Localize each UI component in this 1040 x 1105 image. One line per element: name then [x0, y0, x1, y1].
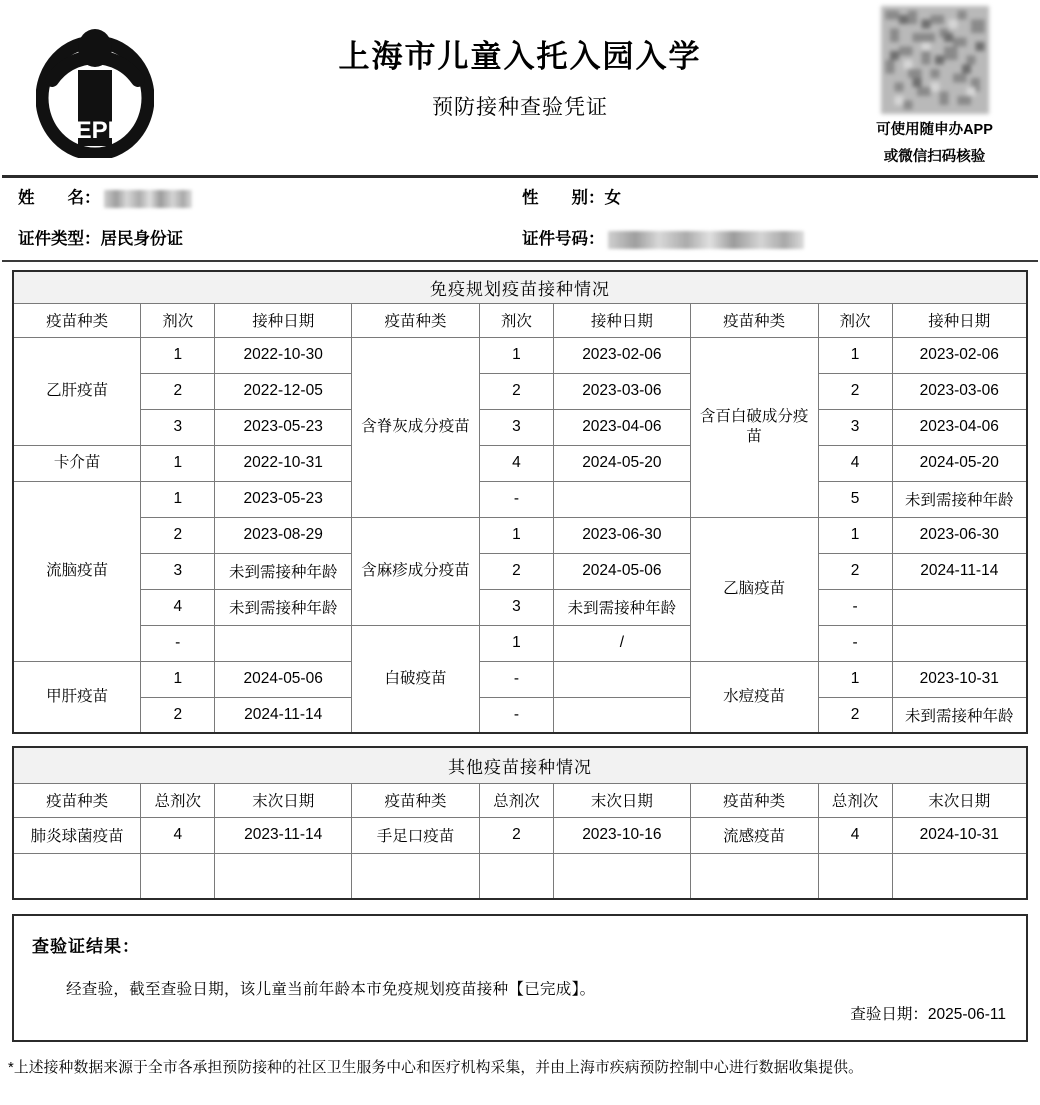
immunization-table-wrap [12, 270, 1028, 734]
dose-cell: - [479, 697, 553, 733]
total-doses-cell: 4 [818, 817, 892, 853]
page-subtitle: 预防接种查验凭证 [432, 95, 608, 119]
vaccine-name-cell: 含百白破成分疫苗 [690, 337, 818, 517]
table-row [13, 517, 1027, 553]
date-cell: 2022-10-31 [215, 445, 352, 481]
dose-cell: 1 [141, 661, 215, 697]
table-row [13, 409, 1027, 445]
gender-value: 女 [604, 189, 621, 207]
date-cell: 未到需接种年龄 [553, 589, 690, 625]
column-header-2: 接种日期 [215, 303, 352, 337]
document-header [0, 0, 1040, 175]
vaccine-name-cell: 手足口疫苗 [352, 817, 480, 853]
other-vaccines-table-wrap [12, 746, 1028, 900]
vaccine-name-cell: 含麻疹成分疫苗 [352, 517, 480, 625]
table-row [13, 553, 1027, 589]
date-cell: 2024-05-20 [892, 445, 1027, 481]
date-cell: 2023-06-30 [892, 517, 1027, 553]
vaccine-name-cell: 流感疫苗 [690, 817, 818, 853]
date-cell: 2023-04-06 [892, 409, 1027, 445]
date-cell [553, 661, 690, 697]
empty-cell [13, 853, 141, 899]
other-vaccines-table [12, 746, 1028, 900]
dose-cell: - [818, 625, 892, 661]
epi-logo-text: EPI [75, 117, 115, 144]
date-cell: 未到需接种年龄 [215, 589, 352, 625]
empty-cell [818, 853, 892, 899]
date-cell: 2024-05-06 [553, 553, 690, 589]
footnote-text: *上述接种数据来源于全市各承担预防接种的社区卫生服务中心和医疗机构采集，并由上海市疾病预防控制中心进行数据收集提供。 [8, 1060, 863, 1076]
dose-cell: 1 [141, 337, 215, 373]
empty-cell [479, 853, 553, 899]
table-row [13, 589, 1027, 625]
column-header-0: 疫苗种类 [13, 303, 141, 337]
dose-cell: 2 [479, 553, 553, 589]
date-cell: 2023-05-23 [215, 481, 352, 517]
dose-cell: 2 [818, 697, 892, 733]
date-cell: 2023-03-06 [553, 373, 690, 409]
verification-date-value: 2025-06-11 [927, 1006, 1006, 1023]
table-row [13, 697, 1027, 733]
column-header-4: 总剂次 [479, 783, 553, 817]
dose-cell: 2 [818, 373, 892, 409]
vaccine-name-cell: 流脑疫苗 [13, 481, 141, 661]
last-date-cell: 2023-10-16 [553, 817, 690, 853]
dose-cell: - [141, 625, 215, 661]
dose-cell: 1 [818, 337, 892, 373]
last-date-cell: 2024-10-31 [892, 817, 1027, 853]
verification-date-label: 查验日期： [850, 1006, 928, 1023]
person-info-divider [2, 260, 1038, 262]
immunization-table-title: 免疫规划疫苗接种情况 [13, 271, 1027, 303]
column-header-1: 剂次 [141, 303, 215, 337]
column-header-8: 末次日期 [892, 783, 1027, 817]
column-header-3: 疫苗种类 [352, 303, 480, 337]
empty-cell [352, 853, 480, 899]
dose-cell: 1 [479, 337, 553, 373]
date-cell: 2023-08-29 [215, 517, 352, 553]
date-cell: 2023-06-30 [553, 517, 690, 553]
column-header-6: 疫苗种类 [690, 783, 818, 817]
date-cell: 2024-11-14 [215, 697, 352, 733]
gender-field [522, 178, 621, 219]
verification-date [850, 1002, 1006, 1024]
last-date-cell: 2023-11-14 [215, 817, 352, 853]
dose-cell: 1 [479, 517, 553, 553]
vaccine-name-cell: 含脊灰成分疫苗 [352, 337, 480, 517]
total-doses-cell: 4 [141, 817, 215, 853]
dose-cell: 3 [479, 589, 553, 625]
id-number-label: 证件号码： [522, 230, 605, 248]
qr-caption-line-2: 或微信扫码核验 [883, 149, 986, 166]
dose-cell: 1 [141, 481, 215, 517]
date-cell: 未到需接种年龄 [215, 553, 352, 589]
verification-result-box [12, 914, 1028, 1042]
id-number-value-redacted [608, 231, 804, 249]
empty-cell [215, 853, 352, 899]
dose-cell: 4 [818, 445, 892, 481]
empty-cell [892, 853, 1027, 899]
epi-logo [36, 18, 154, 158]
person-info-section [0, 178, 1040, 260]
dose-cell: 2 [479, 373, 553, 409]
dose-cell: 1 [818, 517, 892, 553]
vaccine-name-cell: 白破疫苗 [352, 625, 480, 733]
dose-cell: 3 [141, 409, 215, 445]
dose-cell: 2 [141, 697, 215, 733]
person-info-row-1 [14, 178, 1026, 219]
other-vaccines-table-title: 其他疫苗接种情况 [13, 747, 1027, 783]
epi-logo-icon [36, 18, 154, 158]
date-cell: 2023-05-23 [215, 409, 352, 445]
id-number-field [522, 219, 804, 260]
page-title: 上海市儿童入托入园入学 [338, 39, 702, 74]
date-cell [553, 697, 690, 733]
date-cell [215, 625, 352, 661]
gender-label: 性 别： [522, 189, 605, 207]
qr-block [847, 6, 1022, 168]
dose-cell: - [818, 589, 892, 625]
dose-cell: 1 [818, 661, 892, 697]
name-field [18, 178, 192, 219]
title-block [220, 38, 820, 121]
vaccine-name-cell: 乙肝疫苗 [13, 337, 141, 445]
immunization-program-table [12, 270, 1028, 734]
table-row [13, 661, 1027, 697]
dose-cell: - [479, 481, 553, 517]
table-row [13, 481, 1027, 517]
empty-cell [141, 853, 215, 899]
table-title-row [13, 271, 1027, 303]
person-info-row-2 [14, 219, 1026, 260]
vaccine-name-cell: 甲肝疫苗 [13, 661, 141, 733]
table-header-row [13, 783, 1027, 817]
table-header-row [13, 303, 1027, 337]
id-type-field [18, 219, 183, 260]
name-label: 姓 名： [18, 189, 101, 207]
column-header-0: 疫苗种类 [13, 783, 141, 817]
date-cell: 2023-02-06 [892, 337, 1027, 373]
table-row [13, 337, 1027, 373]
date-cell: 未到需接种年龄 [892, 697, 1027, 733]
qr-caption-line-1: 可使用随申办APP [876, 122, 993, 138]
dose-cell: 2 [141, 373, 215, 409]
date-cell [892, 589, 1027, 625]
dose-cell: 5 [818, 481, 892, 517]
vaccine-name-cell: 水痘疫苗 [690, 661, 818, 733]
dose-cell: 1 [141, 445, 215, 481]
table-row-empty [13, 853, 1027, 899]
table-row [13, 817, 1027, 853]
vaccine-name-cell: 卡介苗 [13, 445, 141, 481]
empty-cell [553, 853, 690, 899]
column-header-1: 总剂次 [141, 783, 215, 817]
date-cell: 2023-03-06 [892, 373, 1027, 409]
result-body-text: 经查验，截至查验日期，该儿童当前年龄本市免疫规划疫苗接种【已完成】。 [66, 981, 596, 998]
qr-code-icon [881, 6, 989, 114]
name-value-redacted [104, 190, 192, 208]
total-doses-cell: 2 [479, 817, 553, 853]
date-cell: 2022-12-05 [215, 373, 352, 409]
vaccine-name-cell: 肺炎球菌疫苗 [13, 817, 141, 853]
dose-cell: 4 [479, 445, 553, 481]
table-row [13, 625, 1027, 661]
date-cell: 2024-05-20 [553, 445, 690, 481]
column-header-8: 接种日期 [892, 303, 1027, 337]
dose-cell: 3 [141, 553, 215, 589]
date-cell [553, 481, 690, 517]
date-cell: / [553, 625, 690, 661]
dose-cell: 2 [818, 553, 892, 589]
dose-cell: - [479, 661, 553, 697]
column-header-7: 总剂次 [818, 783, 892, 817]
table-row [13, 445, 1027, 481]
column-header-7: 剂次 [818, 303, 892, 337]
dose-cell: 2 [141, 517, 215, 553]
date-cell: 2024-11-14 [892, 553, 1027, 589]
dose-cell: 3 [818, 409, 892, 445]
column-header-5: 末次日期 [553, 783, 690, 817]
date-cell: 2024-05-06 [215, 661, 352, 697]
date-cell: 2023-10-31 [892, 661, 1027, 697]
empty-cell [690, 853, 818, 899]
column-header-4: 剂次 [479, 303, 553, 337]
dose-cell: 3 [479, 409, 553, 445]
date-cell: 2023-04-06 [553, 409, 690, 445]
date-cell [892, 625, 1027, 661]
vaccine-name-cell: 乙脑疫苗 [690, 517, 818, 661]
column-header-2: 末次日期 [215, 783, 352, 817]
result-title: 查验证结果： [32, 937, 140, 956]
date-cell: 2022-10-30 [215, 337, 352, 373]
id-type-label: 证件类型： [18, 230, 101, 248]
column-header-5: 接种日期 [553, 303, 690, 337]
column-header-6: 疫苗种类 [690, 303, 818, 337]
dose-cell: 1 [479, 625, 553, 661]
table-title-row [13, 747, 1027, 783]
dose-cell: 4 [141, 589, 215, 625]
date-cell: 2023-02-06 [553, 337, 690, 373]
date-cell: 未到需接种年龄 [892, 481, 1027, 517]
column-header-3: 疫苗种类 [352, 783, 480, 817]
table-row [13, 373, 1027, 409]
id-type-value: 居民身份证 [100, 230, 183, 248]
